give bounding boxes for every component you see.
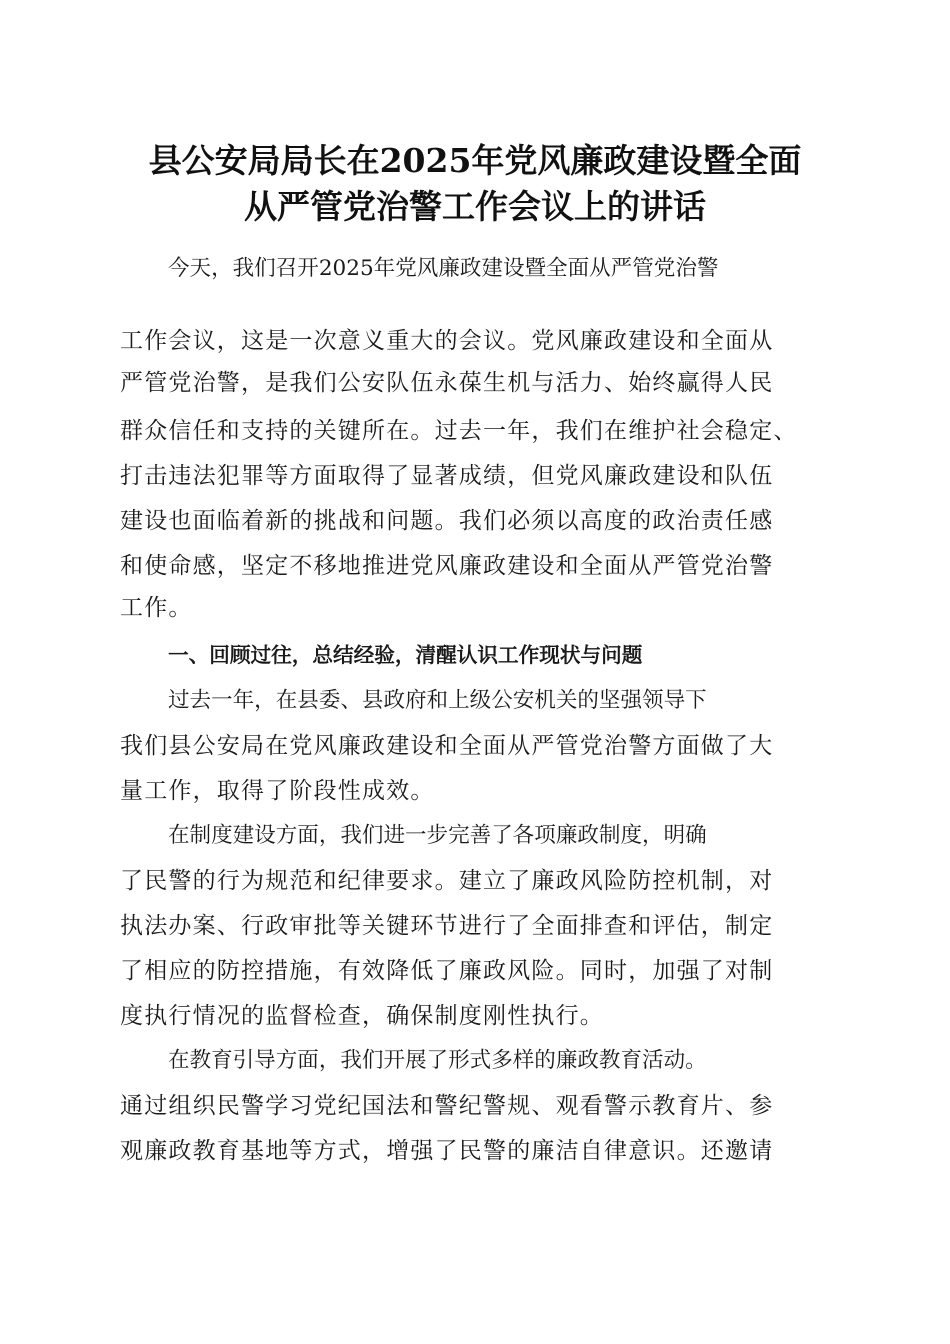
paragraph-line: 今天，我们召开2025年党风廉政建设暨全面从严管党治警: [168, 256, 719, 281]
document-title-line-2: 从严管党治警工作会议上的讲话: [244, 187, 706, 226]
document-title-line-1: 县公安局局长在2025年党风廉政建设暨全面: [148, 141, 802, 180]
paragraph-line: 通过组织民警学习党纪国法和警纪警规、观看警示教育片、参: [120, 1093, 774, 1119]
paragraph-line: 和使命感，坚定不移地推进党风廉政建设和全面从严管党治警: [120, 553, 774, 579]
section-heading: 一、回顾过往，总结经验，清醒认识工作现状与问题: [168, 643, 643, 667]
paragraph-line: 度执行情况的监督检查，确保制度刚性执行。: [120, 1003, 604, 1029]
paragraph-line: 我们县公安局在党风廉政建设和全面从严管党治警方面做了大: [120, 733, 774, 759]
paragraph-line: 严管党治警，是我们公安队伍永葆生机与活力、始终赢得人民: [120, 370, 774, 396]
paragraph-line: 过去一年，在县委、县政府和上级公安机关的坚强领导下: [168, 688, 707, 713]
paragraph-line: 群众信任和支持的关键所在。过去一年，我们在维护社会稳定、: [120, 418, 798, 444]
paragraph-line: 观廉政教育基地等方式，增强了民警的廉洁自律意识。还邀请: [120, 1138, 774, 1164]
paragraph-line: 打击违法犯罪等方面取得了显著成绩，但党风廉政建设和队伍: [120, 463, 774, 489]
paragraph-line: 建设也面临着新的挑战和问题。我们必须以高度的政治责任感: [120, 508, 774, 534]
paragraph-line: 在教育引导方面，我们开展了形式多样的廉政教育活动。: [168, 1048, 707, 1073]
paragraph-line: 执法办案、行政审批等关键环节进行了全面排查和评估，制定: [120, 913, 774, 939]
paragraph-line: 了相应的防控措施，有效降低了廉政风险。同时，加强了对制: [120, 958, 774, 984]
paragraph-line: 了民警的行为规范和纪律要求。建立了廉政风险防控机制，对: [120, 868, 774, 894]
paragraph-line: 在制度建设方面，我们进一步完善了各项廉政制度，明确: [168, 823, 707, 848]
paragraph-line: 工作会议，这是一次意义重大的会议。党风廉政建设和全面从: [120, 328, 774, 354]
paragraph-line: 量工作，取得了阶段性成效。: [120, 778, 435, 804]
paragraph-line: 工作。: [120, 595, 193, 621]
